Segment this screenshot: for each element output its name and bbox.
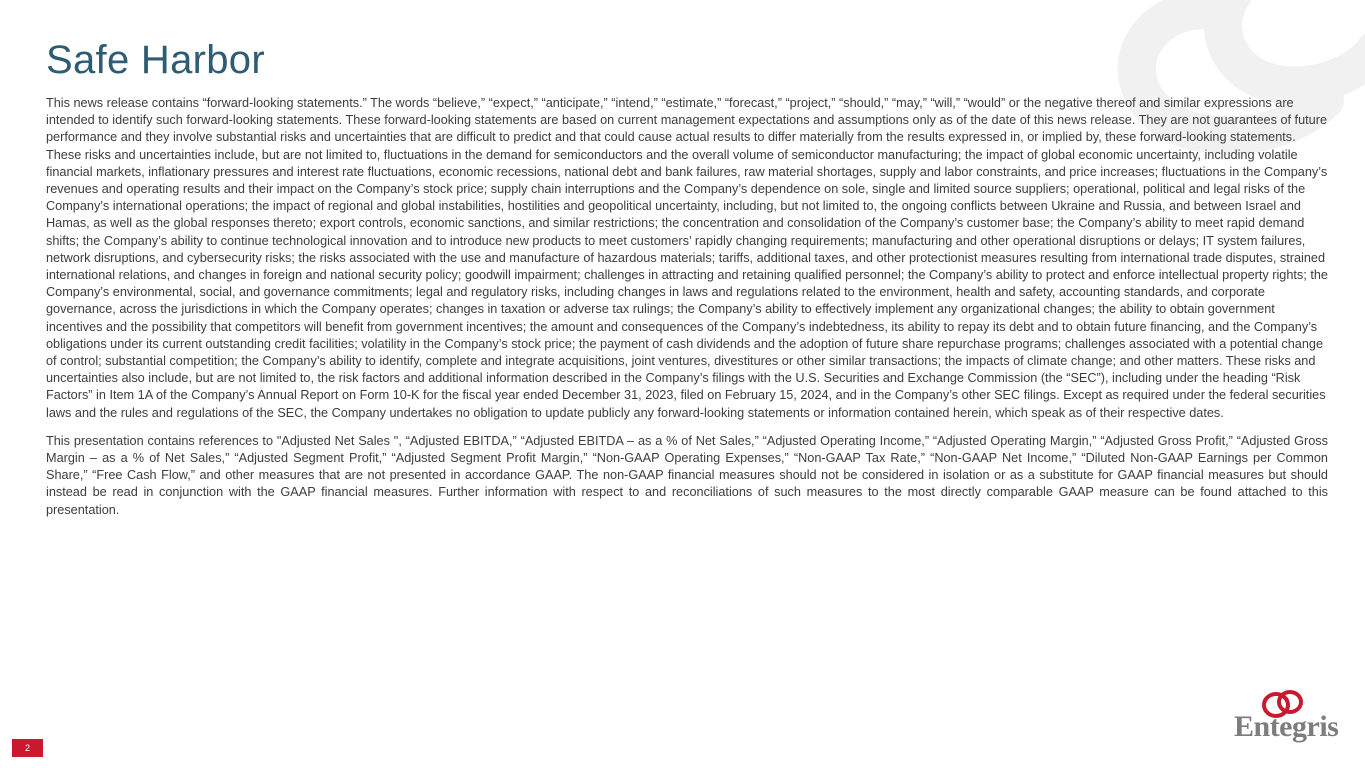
entegris-wordmark: Entegris <box>1234 710 1339 743</box>
body-text <box>46 95 1328 519</box>
non-gaap-paragraph: This presentation contains references to "Adjusted Net Sales ", “Adjusted EBITDA,” “Adjusted EBITDA – as a % of Net Sales,” “Adjusted Operating Income,” “Adjusted Operating Margin,” “Adjusted Gross Profit,” “Adjusted Gross Margin – as a % of Net Sales,” “Adjusted Segment Profit,” “Adjusted Segment Profit Margin,” “Non-GAAP Operating Expenses,” “Non-GAAP Tax Rate,” “Non-GAAP Net Income,” “Diluted Non-GAAP Earnings per Common Share,” “Free Cash Flow,” and other measures that are not presented in accordance GAAP. The non-GAAP financial measures should not be considered in isolation or as a substitute for GAAP financial measures but should instead be read in conjunction with the GAAP financial measures. Further information with respect to and reconciliations of such measures to the most directly comparable GAAP measure can be found attached to this presentation. <box>46 433 1328 517</box>
page-title: Safe Harbor <box>46 38 265 82</box>
page-number-badge: 2 <box>12 739 43 757</box>
forward-looking-paragraph: This news release contains “forward-looking statements.” The words “believe,” “expect,” “anticipate,” “intend,” “estimate,” “forecast,” “project,” “should,” “may,” “will,” “would” or the negative thereof and similar expressions are intended to identify such forward-looking statements. These forward-looking statements are based on current management expectations and assumptions only as of the date of this news release. They are not guarantees of future performance and they involve substantial risks and uncertainties that are difficult to predict and that could cause actual results to differ materially from the results expressed in, or implied by, these forward-looking statements. These risks and uncertainties include, but are not limited to, fluctuations in the demand for semiconductors and the overall volume of semiconductor manufacturing; the impact of global economic uncertainty, including volatile financial markets, inflationary pressures and interest rate fluctuations, economic recessions, national debt and bank failures, raw material shortages, supply and labor constraints, and price increases; fluctuations in the Company’s revenues and operating results and their impact on the Company’s stock price; supply chain interruptions and the Company’s dependence on sole, single and limited source suppliers; operational, political and legal risks of the Company’s international operations; the impact of regional and global instabilities, hostilities and geopolitical uncertainty, including, but not limited to, the ongoing conflicts between Ukraine and Russia, and between Israel and Hamas, as well as the global responses thereto; export controls, economic sanctions, and similar restrictions; the concentration and consolidation of the Company’s customer base; the Company’s ability to meet rapid demand shifts; the Company’s ability to continue technological innovation and to introduce new products to meet customers’ rapidly changing requirements; manufacturing and other operational disruptions or delays; IT system failures, network disruptions, and cybersecurity risks; the risks associated with the use and manufacture of hazardous materials; tariffs, additional taxes, and other protectionist measures resulting from international trade disputes, strained international relations, and changes in foreign and national security policy; goodwill impairment; challenges in attracting and retaining qualified personnel; the Company’s ability to protect and enforce intellectual property rights; the Company’s environmental, social, and governance commitments; legal and regulatory risks, including changes in laws and regulations related to the environment, health and safety, accounting standards, and corporate governance, across the jurisdictions in which the Company operates; changes in taxation or adverse tax rulings; the Company’s ability to effectively implement any organizational changes; the ability to obtain government incentives and the possibility that competitors will benefit from government incentives; the amount and consequences of the Company’s indebtedness, its ability to repay its debt and to obtain future financing, and the Company’s obligations under its current outstanding credit facilities; volatility in the Company’s stock price; the payment of cash dividends and the adoption of future share repurchase programs; challenges associated with a potential change of control; substantial competition; the Company’s ability to identify, complete and integrate acquisitions, joint ventures, divestitures or other similar transactions; the impacts of climate change; and other matters. These risks and uncertainties also include, but are not limited to, the risk factors and additional information described in the Company’s filings with the U.S. Securities and Exchange Commission (the “SEC”), including under the heading “Risk Factors” in Item 1A of the Company’s Annual Report on Form 10-K for the fiscal year ended December 31, 2023, filed on February 15, 2024, and in the Company’s other SEC filings. Except as required under the federal securities laws and the rules and regulations of the SEC, the Company undertakes no obligation to update publicly any forward-looking statements or information contained herein, which speak as of their respective dates. <box>46 96 1328 420</box>
